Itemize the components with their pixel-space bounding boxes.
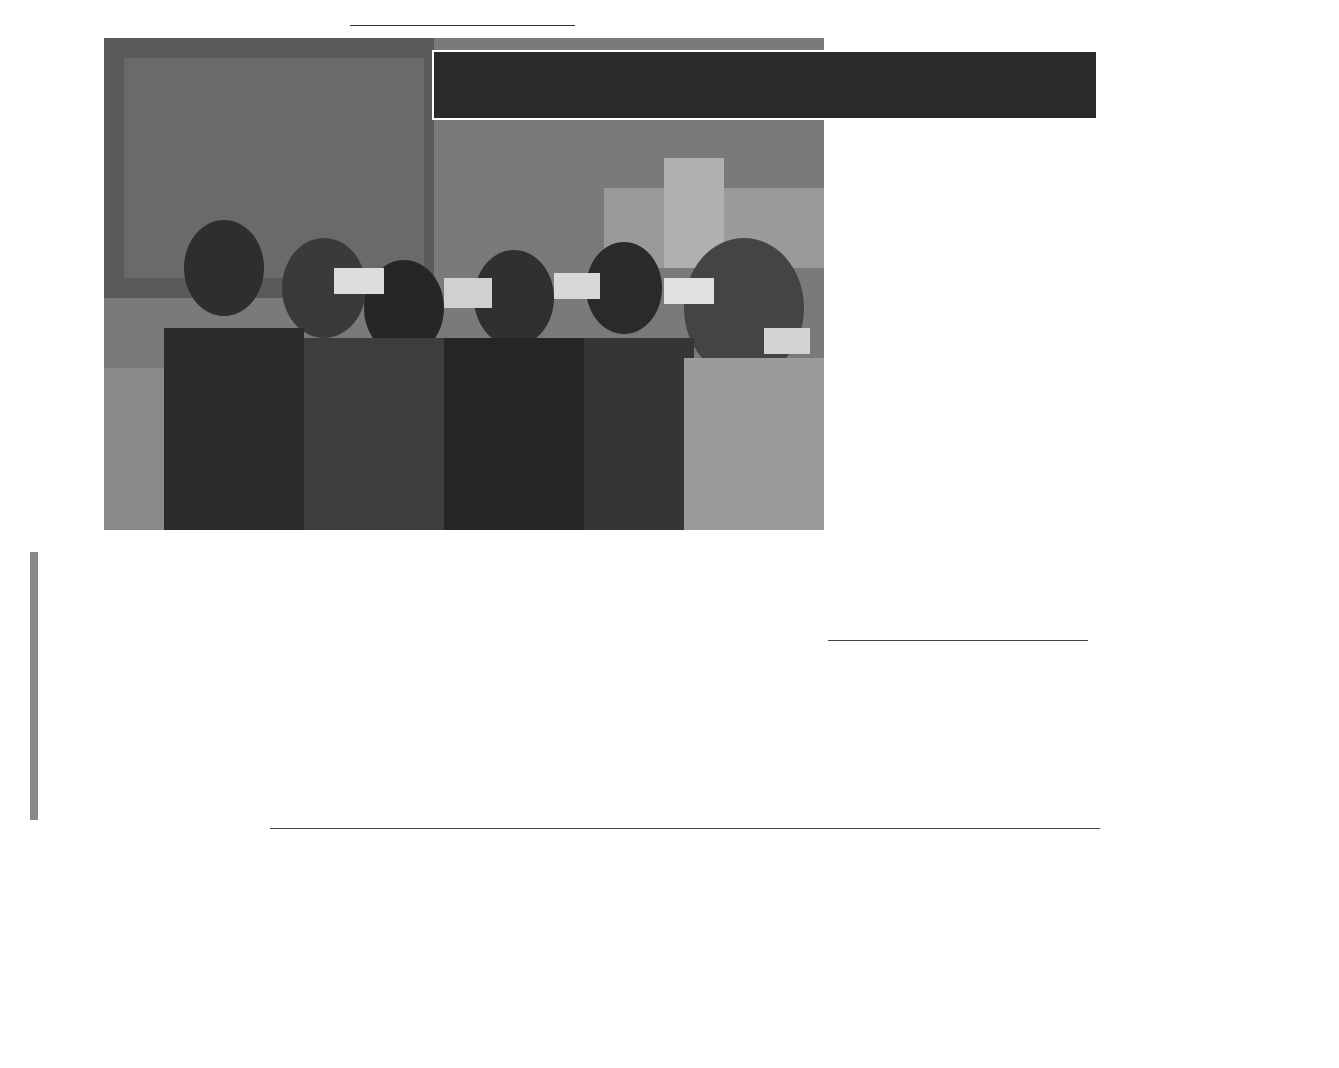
article-column-2: [60, 652, 800, 824]
kicker-banner: [432, 50, 1098, 120]
masthead-rule: [350, 25, 575, 26]
subheadline-bar: [30, 552, 38, 820]
column-rule: [270, 828, 1100, 829]
article-column-3: [280, 840, 1100, 1050]
column-rule: [828, 640, 1088, 641]
